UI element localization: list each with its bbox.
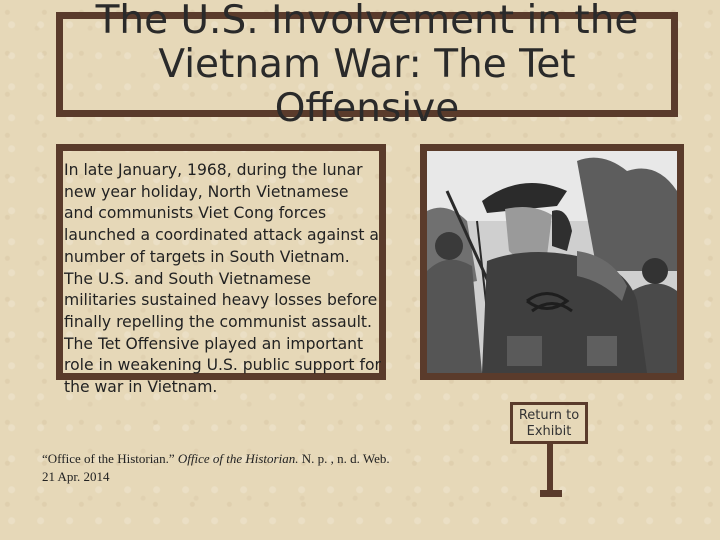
citation: [42, 450, 402, 486]
body-text: In late January, 1968, during the lunar new year holiday, North Vietnamese and communists Viet Cong forces launched a coordinated attack against a number of targets in South Vietnam. The U.S. and South Vietnamese militaries sustained heavy losses before finally repelling the communist assault. The Tet Offensive played an important role in weakening U.S. public support for the war in Vietnam.: [64, 161, 381, 397]
sign-post-base: [540, 490, 562, 497]
slide-title-frame: [56, 0, 678, 131]
soldier-photo: [427, 151, 677, 373]
citation-prefix: “Office of the Historian.”: [42, 451, 178, 466]
return-to-exhibit-button[interactable]: Return to Exhibit: [510, 402, 588, 444]
slide-title: The U.S. Involvement in the Vietnam War: The Tet Offensive: [95, 0, 639, 131]
citation-source: Office of the Historian.: [177, 451, 299, 466]
citation-suffix: N. p. , n. d. Web. 21 Apr. 2014: [42, 451, 390, 484]
photo-frame: [420, 144, 684, 380]
sign-post: [547, 444, 553, 494]
